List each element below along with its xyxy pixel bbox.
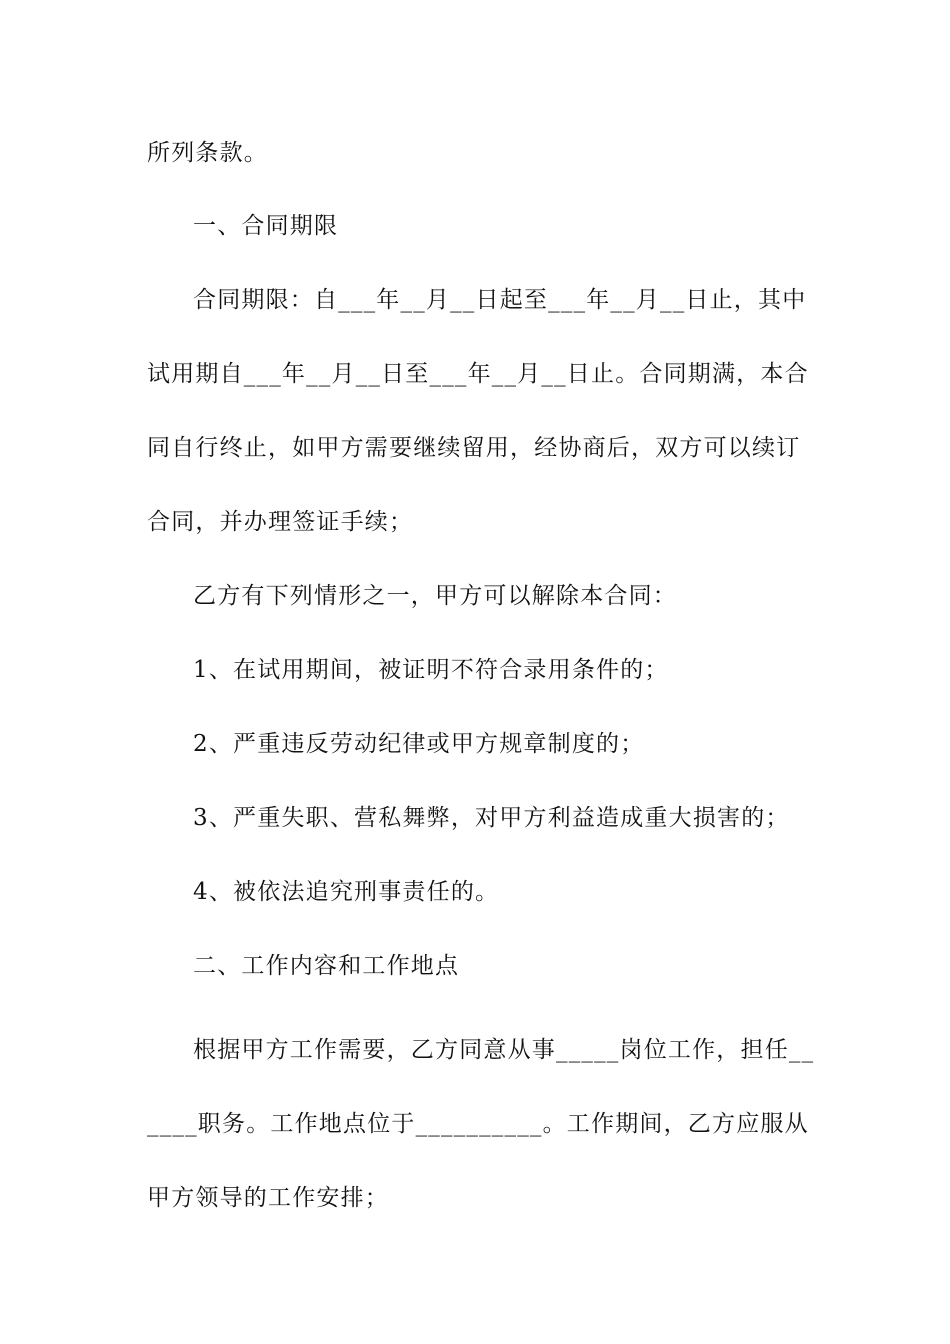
work-content-line-1: 根据甲方工作需要，乙方同意从事_____岗位工作，担任__ [193, 1037, 815, 1063]
section-heading-contract-term: 一、合同期限 [193, 213, 339, 239]
work-content-line-2: ____职务。工作地点位于__________。工作期间，乙方应服从 [147, 1111, 809, 1137]
contract-term-line-1: 合同期限：自___年__月__日起至___年__月__日止，其中 [193, 287, 807, 313]
termination-intro: 乙方有下列情形之一，甲方可以解除本合同： [193, 583, 677, 609]
termination-item-4: 4、被依法追究刑事责任的。 [193, 879, 500, 905]
contract-term-line-4: 合同，并办理签证手续； [147, 509, 414, 535]
termination-item-1: 1、在试用期间，被证明不符合录用条件的； [193, 657, 669, 683]
section-heading-work-content: 二、工作内容和工作地点 [193, 953, 460, 979]
contract-term-line-3: 同自行终止，如甲方需要继续留用，经协商后，双方可以续订 [147, 435, 801, 461]
termination-item-3: 3、严重失职、营私舞弊，对甲方利益造成重大损害的； [193, 805, 790, 831]
paragraph-continuation: 所列条款。 [147, 140, 268, 166]
termination-item-2: 2、严重违反劳动纪律或甲方规章制度的； [193, 731, 645, 757]
work-content-line-3: 甲方领导的工作安排； [147, 1185, 389, 1211]
contract-term-line-2: 试用期自___年__月__日至___年__月__日止。合同期满，本合 [147, 361, 809, 387]
